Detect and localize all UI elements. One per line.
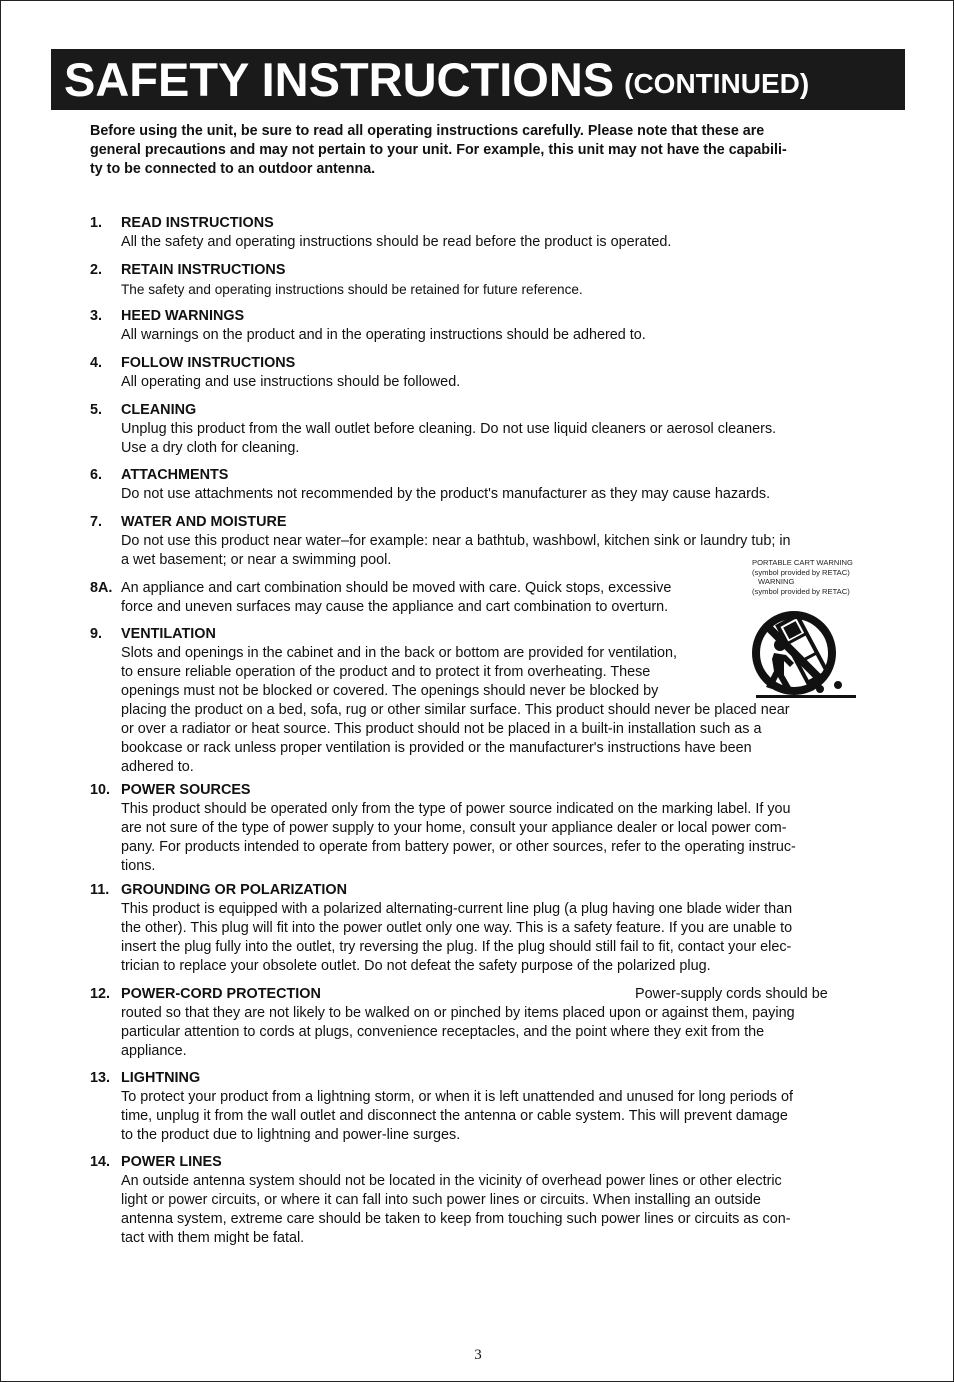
section-title: CLEANING — [121, 402, 197, 418]
section-text: appliance. — [121, 1043, 187, 1059]
section-ventilation — [90, 625, 870, 777]
section-title: LIGHTNING — [121, 1070, 201, 1086]
section-text: are not sure of the type of power supply to your home, consult your appliance dealer or local power com- — [121, 820, 787, 836]
section-text: light or power circuits, or where it can fall into such power lines or circuits. When installing an outside — [121, 1192, 761, 1208]
section-title: GROUNDING OR POLARIZATION — [121, 882, 347, 898]
intro-paragraph — [90, 122, 872, 179]
section-number: 13. — [90, 1070, 111, 1086]
section-title: VENTILATION — [121, 626, 216, 642]
section-text: adhered to. — [121, 759, 194, 775]
section-number: 5. — [90, 402, 103, 418]
section-number: 14. — [90, 1154, 111, 1170]
section-text: antenna system, extreme care should be taken to keep from touching such power lines or circuits as con- — [121, 1211, 791, 1227]
section-number: 8A. — [90, 580, 113, 596]
page-number: 3 — [474, 1347, 482, 1363]
section-text: This product should be operated only from the type of power source indicated on the marking label. If you — [121, 801, 791, 817]
section-text: the other). This plug will fit into the power outlet only one way. This is a safety feature. If you are unable to — [121, 920, 793, 936]
section-text: An appliance and cart combination should be moved with care. Quick stops, excessive — [121, 580, 672, 596]
section-text: trician to replace your obsolete outlet. Do not defeat the safety purpose of the polarized plug. — [121, 958, 711, 974]
intro-line: ty to be connected to an outdoor antenna. — [90, 161, 376, 177]
section-text: tact with them might be fatal. — [121, 1230, 305, 1246]
section-lightning — [90, 1069, 870, 1145]
section-title: POWER LINES — [121, 1154, 222, 1170]
section-number: 1. — [90, 215, 103, 231]
section-text: particular attention to cords at plugs, convenience receptacles, and the point where they exit from the — [121, 1024, 765, 1040]
section-heed-warnings — [90, 307, 870, 345]
section-text: placing the product on a bed, sofa, rug or other similar surface. This product should never be placed near — [121, 702, 790, 718]
section-text: Slots and openings in the cabinet and in the back or bottom are provided for ventilation, — [121, 645, 677, 661]
section-text: An outside antenna system should not be located in the vicinity of overhead power lines or other electric — [121, 1173, 782, 1189]
section-number: 7. — [90, 514, 103, 530]
section-text: time, unplug it from the wall outlet and disconnect the antenna or cable system. This will prevent damage — [121, 1108, 788, 1124]
cart-warning-credit: (symbol provided by RETAC) — [752, 586, 850, 596]
section-attachments — [90, 466, 870, 504]
section-title: READ INSTRUCTIONS — [121, 215, 274, 231]
section-text: Unplug this product from the wall outlet before cleaning. Do not use liquid cleaners or aerosol cleaners. — [121, 421, 777, 437]
section-text: to ensure reliable operation of the product and to protect it from overheating. These — [121, 664, 651, 680]
section-power-cord-protection — [90, 985, 870, 1061]
section-text: openings must not be blocked or covered. The openings should never be blocked by — [121, 683, 659, 699]
section-text: All the safety and operating instructions should be read before the product is operated. — [121, 234, 672, 250]
section-text: Do not use attachments not recommended by the product's manufacturer as they may cause hazards. — [121, 486, 771, 502]
section-text: This product is equipped with a polarized alternating-current line plug (a plug having one blade wider than — [121, 901, 793, 917]
section-retain-instructions — [90, 261, 870, 299]
intro-line: general precautions and may not pertain to your unit. For example, this unit may not have the capabili- — [90, 142, 787, 158]
section-text: Use a dry cloth for cleaning. — [121, 440, 300, 456]
section-follow-instructions — [90, 354, 870, 392]
section-text: To protect your product from a lightning storm, or when it is left unattended and unused for long periods of — [121, 1089, 793, 1105]
section-read-instructions — [90, 214, 870, 252]
section-title: WATER AND MOISTURE — [121, 514, 287, 530]
section-text: a wet basement; or near a swimming pool. — [121, 552, 392, 568]
section-text: or over a radiator or heat source. This product should not be placed in a built-in installation such as a — [121, 721, 762, 737]
section-text: to the product due to lightning and power-line surges. — [121, 1127, 461, 1143]
section-title: RETAIN INSTRUCTIONS — [121, 262, 286, 278]
section-number: 11. — [90, 882, 110, 898]
cart-warning-word: WARNING — [758, 577, 795, 587]
cart-warning-label — [752, 558, 870, 596]
section-title: POWER SOURCES — [121, 782, 251, 798]
section-power-lines — [90, 1153, 870, 1248]
page-subtitle: (CONTINUED) — [624, 68, 810, 99]
section-text: pany. For products intended to operate from battery power, or other sources, refer to the operating instruc- — [121, 839, 796, 855]
section-power-sources — [90, 781, 870, 876]
title-banner — [51, 49, 905, 110]
intro-line: Before using the unit, be sure to read all operating instructions carefully. Please note that these are — [90, 123, 765, 139]
section-cleaning — [90, 401, 870, 458]
section-text: All operating and use instructions should be followed. — [121, 374, 461, 390]
section-number: 2. — [90, 262, 103, 278]
section-title: ATTACHMENTS — [121, 467, 229, 483]
page-title: SAFETY INSTRUCTIONS — [64, 53, 615, 106]
section-text: bookcase or rack unless proper ventilation is provided or the manufacturer's instructions have been — [121, 740, 752, 756]
section-number: 6. — [90, 467, 103, 483]
section-text: force and uneven surfaces may cause the appliance and cart combination to overturn. — [121, 599, 669, 615]
section-text: insert the plug fully into the outlet, try reversing the plug. If the plug should still fail to fit, contact your elec- — [121, 939, 792, 955]
section-number: 4. — [90, 355, 103, 371]
section-text: tions. — [121, 858, 156, 874]
section-text: The safety and operating instructions should be retained for future reference. — [121, 282, 583, 297]
section-number: 3. — [90, 308, 103, 324]
cart-warning-credit: (symbol provided by RETAC) — [752, 567, 850, 577]
section-number: 10. — [90, 782, 111, 798]
section-number: 12. — [90, 986, 111, 1002]
cart-warning-title: PORTABLE CART WARNING — [752, 558, 853, 567]
section-title: HEED WARNINGS — [121, 308, 245, 324]
section-text: Do not use this product near water–for example: near a bathtub, washbowl, kitchen sink or laundry tub; in — [121, 533, 791, 549]
section-text: routed so that they are not likely to be walked on or pinched by items placed upon or against them, paying — [121, 1005, 795, 1021]
section-grounding-or-polarization — [90, 881, 870, 976]
section-text: All warnings on the product and in the operating instructions should be adhered to. — [121, 327, 646, 343]
section-title: POWER-CORD PROTECTION — [121, 986, 321, 1002]
section-text: Power-supply cords should be — [635, 986, 828, 1002]
section-number: 9. — [90, 626, 103, 642]
section-title: FOLLOW INSTRUCTIONS — [121, 355, 296, 371]
